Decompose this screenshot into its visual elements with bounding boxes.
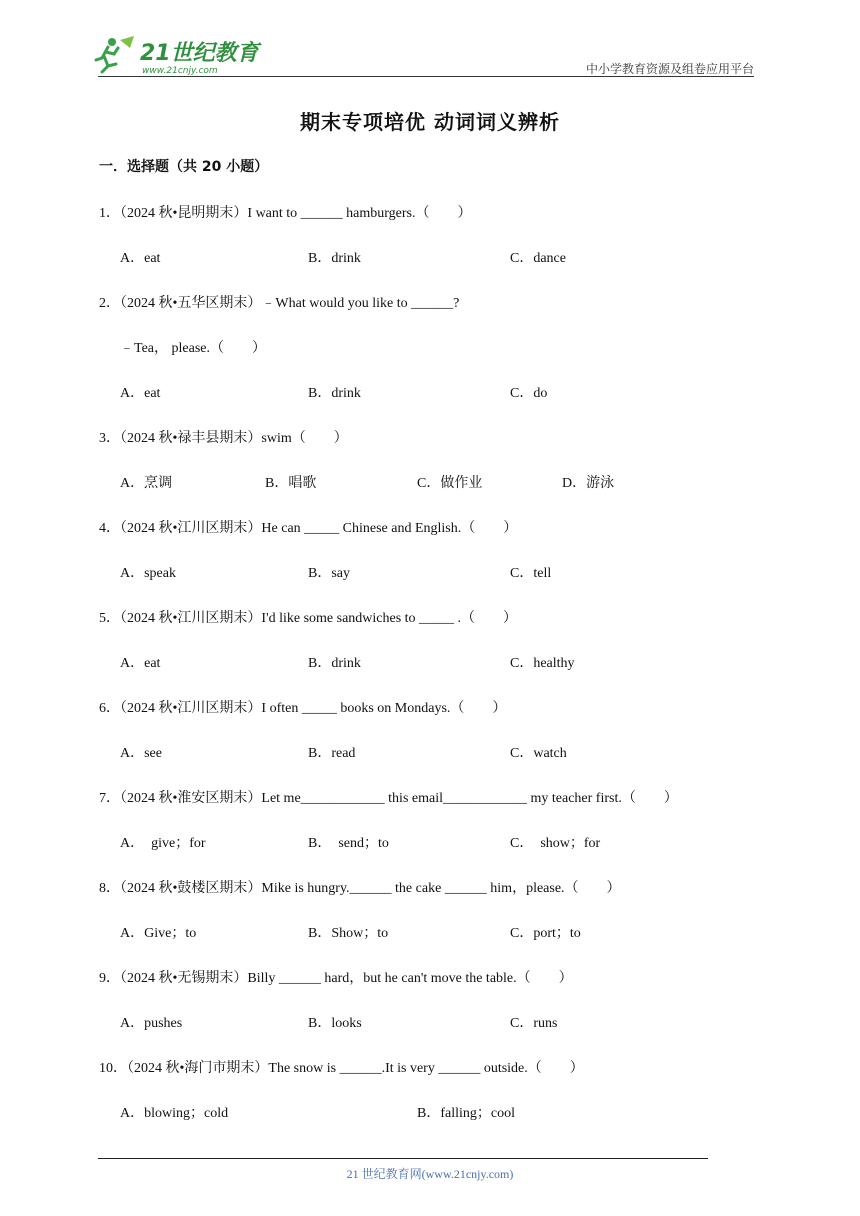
question-stem: 1．（2024 秋•昆明期末）I want to ______ hamburgers.（ ） [99, 206, 472, 221]
answer-option[interactable]: C．做作业 [417, 476, 483, 491]
answer-option[interactable]: C．port；to [510, 926, 581, 941]
question-stem: 5．（2024 秋•江川区期末）I'd like some sandwiches to _____ .（ ） [99, 611, 518, 626]
answer-option[interactable]: B． send；to [308, 836, 389, 851]
answer-option[interactable]: A． give；for [120, 836, 206, 851]
answer-option[interactable]: A．blowing；cold [120, 1106, 229, 1121]
question-stem: 2．（2024 秋•五华区期末）﹣What would you like to ______? [99, 296, 460, 311]
answer-option[interactable]: B．drink [308, 251, 361, 266]
answer-option[interactable]: C． show；for [510, 836, 601, 851]
question-stem: 6．（2024 秋•江川区期末）I often _____ books on Mondays.（ ） [99, 701, 507, 716]
answer-option[interactable]: A．烹调 [120, 476, 173, 491]
question-stem: 7．（2024 秋•淮安区期末）Let me____________ this email____________ my teacher first.（ ） [99, 791, 678, 806]
answer-option[interactable]: A．eat [120, 386, 161, 401]
platform-name: 中小学教育资源及组卷应用平台 [585, 62, 754, 76]
question-stem: 9．（2024 秋•无锡期末）Billy ______ hard，but he can't move the table.（ ） [99, 971, 573, 986]
question-stem-continued: ﹣Tea， please.（ ） [120, 341, 266, 356]
page-title: 期末专项培优 动词词义辨析 [300, 110, 560, 134]
answer-option[interactable]: A．see [120, 746, 162, 761]
answer-option[interactable]: C．healthy [510, 656, 575, 671]
question-stem: 8．（2024 秋•鼓楼区期末）Mike is hungry.______ the cake ______ him，please.（ ） [99, 881, 621, 896]
page-header [0, 0, 860, 80]
runner-logo-icon [94, 34, 264, 78]
answer-option[interactable]: B．唱歌 [265, 476, 317, 491]
question-stem: 10．（2024 秋•海门市期末）The snow is ______.It is very ______ outside.（ ） [99, 1061, 584, 1076]
answer-option[interactable]: B．falling；cool [417, 1106, 515, 1121]
answer-option[interactable]: C．dance [510, 251, 566, 266]
question-stem: 4．（2024 秋•江川区期末）He can _____ Chinese and English.（ ） [99, 521, 518, 536]
answer-option[interactable]: C．tell [510, 566, 552, 581]
section-heading: 一．选择题（共 20 小题） [99, 159, 269, 175]
answer-option[interactable]: A．pushes [120, 1016, 183, 1031]
footer-source: 21 世纪教育网(www.21cnjy.com) [346, 1167, 514, 1181]
svg-text:www.21cnjy.com: www.21cnjy.com [142, 66, 218, 76]
answer-option[interactable]: B．say [308, 566, 350, 581]
answer-option[interactable]: B．drink [308, 386, 361, 401]
answer-option[interactable]: C．do [510, 386, 548, 401]
logo [94, 34, 264, 78]
answer-option[interactable]: A．Give；to [120, 926, 197, 941]
answer-option[interactable]: B．drink [308, 656, 361, 671]
footer-divider [98, 1158, 708, 1159]
answer-option[interactable]: A．eat [120, 251, 161, 266]
answer-option[interactable]: A．eat [120, 656, 161, 671]
header-divider [98, 76, 754, 77]
answer-option[interactable]: A．speak [120, 566, 176, 581]
answer-option[interactable]: C．watch [510, 746, 567, 761]
answer-option[interactable]: D．游泳 [562, 476, 615, 491]
question-stem: 3．（2024 秋•禄丰县期末）swim（ ） [99, 431, 348, 446]
answer-option[interactable]: C．runs [510, 1016, 558, 1031]
svg-text:21世纪教育: 21世纪教育 [140, 41, 259, 66]
answer-option[interactable]: B．Show；to [308, 926, 389, 941]
answer-option[interactable]: B．looks [308, 1016, 362, 1031]
answer-option[interactable]: B．read [308, 746, 356, 761]
